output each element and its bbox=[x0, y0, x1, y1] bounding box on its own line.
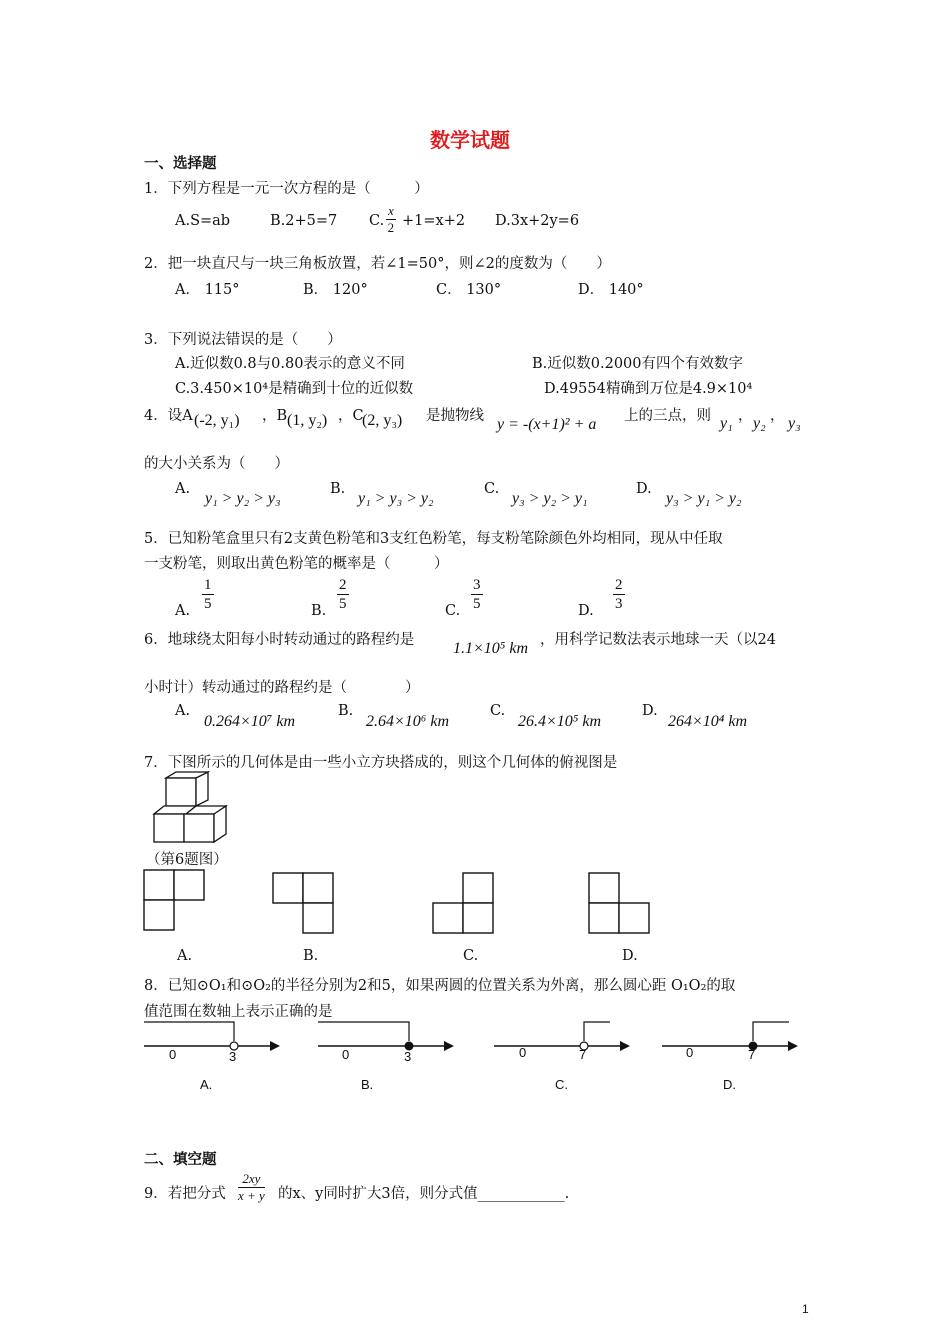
q2-option-b: B． 120° bbox=[303, 282, 368, 298]
q5-option-d-label: D. bbox=[578, 603, 594, 619]
q4-text-3: ，C bbox=[338, 408, 364, 424]
q5-line-2: 一支粉笔，则取出黄色粉笔的概率是（ ） bbox=[144, 556, 449, 572]
q3-option-a: A.近似数0.8与0.80表示的意义不同 bbox=[175, 356, 405, 372]
q4-text-2: ，B bbox=[262, 408, 288, 424]
q4-text-4: 是抛物线 bbox=[426, 408, 484, 424]
q8-b-zero: 0 bbox=[342, 1047, 350, 1062]
q6-option-c-label: C. bbox=[490, 703, 506, 719]
q7-option-b-label: B. bbox=[303, 948, 319, 964]
q4-y1: y₁ bbox=[720, 415, 733, 432]
q8-line-1: 8．已知⊙O₁和⊙O₂的半径分别为2和5，如果两圆的位置关系为外离，那么圆心距 O₁O₂的取 bbox=[144, 978, 736, 994]
q4-text-1: 4．设A bbox=[144, 408, 193, 424]
q1-option-c-fraction: $\frac{x}{2}$ bbox=[387, 203, 395, 235]
q5-option-b-fraction: $\frac{2}{5}$ bbox=[339, 577, 347, 613]
q8-b-three: 3 bbox=[404, 1049, 412, 1064]
q8-option-b-label: B. bbox=[361, 1077, 374, 1092]
q2-option-a: A． 115° bbox=[175, 282, 240, 298]
q4-option-d: y₃ > y₁ > y₂ bbox=[666, 490, 742, 507]
q5-option-b-label: B. bbox=[311, 603, 327, 619]
q6-option-a: 0.264×10⁷ km bbox=[204, 713, 296, 730]
q6-option-a-label: A. bbox=[175, 703, 191, 719]
q3-option-d: D.49554精确到万位是4.9×10⁴ bbox=[544, 381, 753, 397]
q2-option-c: C． 130° bbox=[436, 282, 502, 298]
q4-comma-1: ， bbox=[738, 408, 753, 424]
q4-line-2: 的大小关系为（ ） bbox=[144, 456, 289, 472]
section-heading-choice: 一、选择题 bbox=[144, 155, 217, 172]
q7-option-b-view bbox=[273, 873, 335, 935]
q8-d-zero: 0 bbox=[686, 1045, 694, 1060]
q4-option-c: y₃ > y₂ > y₁ bbox=[512, 490, 588, 507]
q7-option-c-label: C. bbox=[463, 948, 479, 964]
q4-option-c-label: C. bbox=[484, 481, 500, 497]
section-heading-fill: 二、填空题 bbox=[144, 1151, 217, 1168]
q8-option-a-label: A. bbox=[200, 1077, 213, 1092]
q5-option-d-fraction: $\frac{2}{3}$ bbox=[615, 577, 623, 613]
q2-stem: 2．把一块直尺与一块三角板放置，若∠1=50°，则∠2的度数为（ ） bbox=[144, 256, 611, 272]
q7-option-c-view bbox=[433, 873, 495, 935]
q3-option-b: B.近似数0.2000有四个有效数字 bbox=[532, 356, 743, 372]
q8-number-line-a bbox=[144, 1018, 284, 1068]
q4-option-d-label: D. bbox=[636, 481, 652, 497]
q9-fraction: $\frac{2xy}{x + y}$ bbox=[238, 1171, 265, 1203]
q8-number-line-d bbox=[662, 1018, 802, 1068]
q9-text-pre: 9．若把分式 bbox=[144, 1186, 226, 1202]
q7-option-a-view bbox=[144, 870, 206, 932]
q8-line-2: 值范围在数轴上表示正确的是 bbox=[144, 1004, 333, 1020]
q1-option-a: A.S=ab bbox=[175, 213, 231, 229]
q4-point-a: (-2, y₁) bbox=[194, 412, 240, 429]
q3-option-c: C.3.450×10⁴是精确到十位的近似数 bbox=[175, 381, 414, 397]
q8-a-zero: 0 bbox=[169, 1047, 177, 1062]
q7-option-d-label: D. bbox=[622, 948, 638, 964]
page-title: 数学试题 bbox=[430, 128, 510, 152]
q7-stem: 7．下图所示的几何体是由一些小立方块搭成的，则这个几何体的俯视图是 bbox=[144, 755, 618, 771]
q5-option-a-fraction: $\frac{1}{5}$ bbox=[204, 577, 212, 613]
q5-option-c-fraction: $\frac{3}{5}$ bbox=[473, 577, 481, 613]
q4-option-b: y₁ > y₃ > y₂ bbox=[358, 490, 434, 507]
q1-option-c-rest: +1=x+2 bbox=[402, 213, 466, 229]
q8-number-line-c bbox=[494, 1018, 634, 1068]
q6-option-b-label: B. bbox=[338, 703, 354, 719]
q4-option-a-label: A. bbox=[175, 481, 191, 497]
q4-parabola-equation: y = -(x+1)² + a bbox=[497, 416, 597, 433]
q8-number-line-b bbox=[318, 1018, 458, 1068]
page-number: 1 bbox=[802, 1302, 809, 1316]
q8-option-c-label: C. bbox=[555, 1077, 568, 1092]
q6-option-b: 2.64×10⁶ km bbox=[366, 713, 450, 730]
q3-stem: 3．下列说法错误的是（ ） bbox=[144, 332, 342, 348]
q6-line-1b: ，用科学记数法表示地球一天（以24 bbox=[540, 632, 776, 648]
q1-option-c-label: C. bbox=[369, 213, 385, 229]
q9-text-post: 的x、y同时扩大3倍，则分式值____________. bbox=[278, 1186, 570, 1202]
q5-option-a-label: A. bbox=[175, 603, 191, 619]
q4-point-b: (1, y₂) bbox=[287, 412, 328, 429]
q1-option-b: B.2+5=7 bbox=[270, 213, 338, 229]
q8-c-seven: 7 bbox=[579, 1047, 587, 1062]
q8-d-seven: 7 bbox=[748, 1047, 756, 1062]
q4-comma-2: ， bbox=[770, 408, 785, 424]
q4-option-a: y₁ > y₂ > y₃ bbox=[205, 490, 281, 507]
q8-option-d-label: D. bbox=[723, 1077, 736, 1092]
q6-option-d: 264×10⁴ km bbox=[668, 713, 748, 730]
q1-stem: 1．下列方程是一元一次方程的是（ ） bbox=[144, 181, 429, 197]
q4-y2: y₂ bbox=[753, 415, 766, 432]
q1-option-d: D.3x+2y=6 bbox=[495, 213, 580, 229]
q7-option-a-label: A. bbox=[177, 948, 193, 964]
q4-text-5: 上的三点，则 bbox=[624, 408, 711, 424]
q7-solid-figure bbox=[150, 772, 230, 844]
q6-option-d-label: D. bbox=[642, 703, 658, 719]
q2-option-d: D． 140° bbox=[578, 282, 644, 298]
q8-a-three: 3 bbox=[229, 1049, 237, 1064]
q4-y3: y₃ bbox=[788, 415, 801, 432]
q6-line-2: 小时计）转动通过的路程约是（ ） bbox=[144, 680, 420, 696]
q8-c-zero: 0 bbox=[519, 1045, 527, 1060]
q6-line-1a: 6．地球绕太阳每小时转动通过的路程约是 bbox=[144, 632, 415, 648]
q7-option-d-view bbox=[589, 873, 651, 935]
q5-option-c-label: C. bbox=[445, 603, 461, 619]
q6-option-c: 26.4×10⁵ km bbox=[518, 713, 602, 730]
q6-value: 1.1×10⁵ km bbox=[453, 640, 529, 657]
q7-figure-caption: （第6题图） bbox=[146, 852, 228, 868]
q4-option-b-label: B. bbox=[330, 481, 346, 497]
q4-point-c: (2, y₃) bbox=[362, 412, 403, 429]
q5-line-1: 5．已知粉笔盒里只有2支黄色粉笔和3支红色粉笔，每支粉笔除颜色外均相同，现从中任取 bbox=[144, 531, 723, 547]
